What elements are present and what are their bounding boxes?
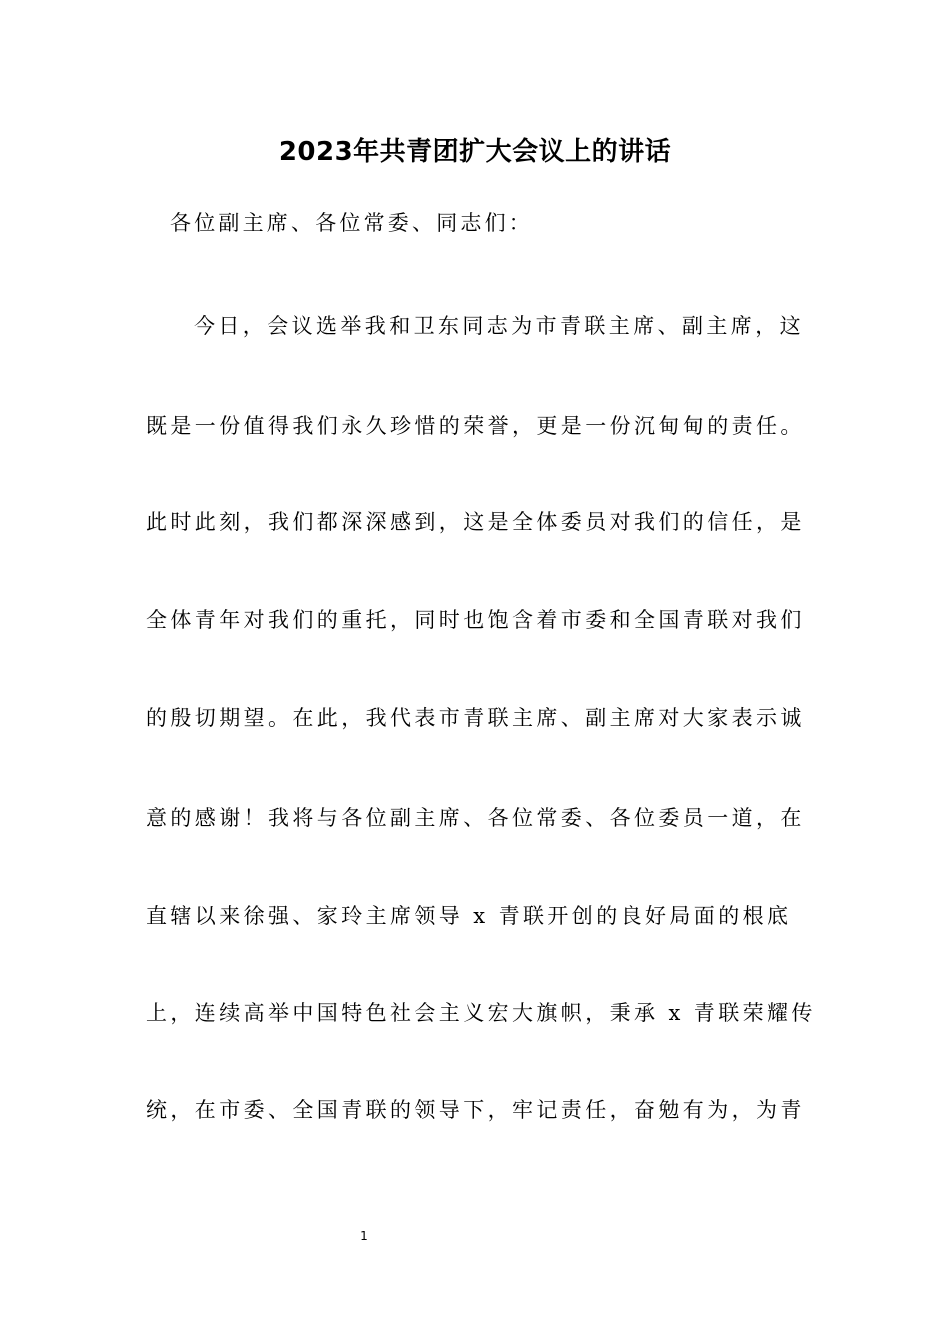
body-line-8: 上，连续高举中国特色社会主义宏大旗帜，秉承 x 青联荣耀传 bbox=[146, 1001, 816, 1025]
body-line-7: 直辖以来徐强、家玲主席领导 x 青联开创的良好局面的根底 bbox=[146, 904, 792, 928]
greeting-line: 各位副主席、各位常委、同志们： bbox=[170, 211, 533, 235]
body-line-6: 意的感谢！我将与各位副主席、各位常委、各位委员一道，在 bbox=[146, 806, 805, 830]
body-line-5: 的殷切期望。在此，我代表市青联主席、副主席对大家表示诚 bbox=[146, 706, 805, 730]
document-title: 2023年共青团扩大会议上的讲话 bbox=[278, 137, 672, 167]
body-line-4: 全体青年对我们的重托，同时也饱含着市委和全国青联对我们 bbox=[146, 608, 805, 632]
body-line-3: 此时此刻，我们都深深感到，这是全体委员对我们的信任，是 bbox=[146, 510, 805, 534]
body-line-2: 既是一份值得我们永久珍惜的荣誉，更是一份沉甸甸的责任。 bbox=[146, 414, 805, 438]
body-line-9: 统，在市委、全国青联的领导下，牢记责任，奋勉有为，为青 bbox=[146, 1098, 805, 1122]
page-number: 1 bbox=[360, 1229, 368, 1243]
body-line-1: 今日，会议选举我和卫东同志为市青联主席、副主席，这 bbox=[194, 314, 804, 338]
